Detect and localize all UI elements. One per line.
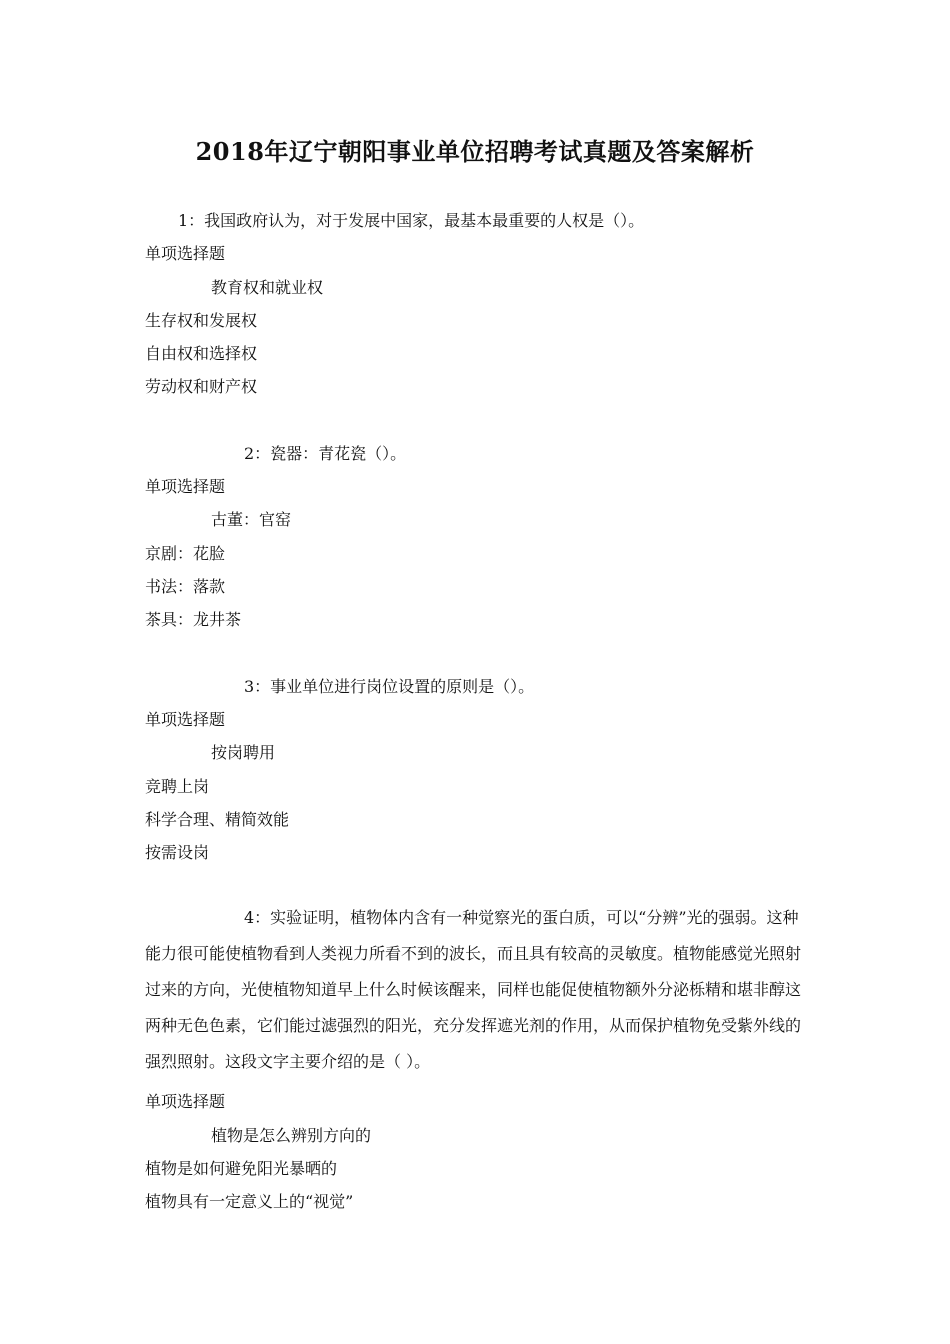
question-2-type: 单项选择题 (145, 477, 226, 496)
question-2-option-b: 京剧：花脸 (145, 544, 226, 563)
question-4-option-a: 植物是怎么辨别方向的 (211, 1126, 372, 1145)
question-4-stem: 4：实验证明，植物体内含有一种觉察光的蛋白质，可以“分辨”光的强弱。这种能力很可能使植物看到人类视力所看不到的波长，而且具有较高的灵敏度。植物能感觉光照射过来的方向，光使植物知道早上什么时候该醒来，同样也能促使植物额外分泌栎精和堪非醇这两种无色色素，它们能过滤强烈的阳光，充分发挥遮光剂的作用，从而保护植物免受紫外线的强烈照射。这段文字主要介绍的是（ ）。 (145, 908, 802, 1071)
question-3-stem: 3：事业单位进行岗位设置的原则是（）。 (244, 677, 535, 696)
question-4-option-c: 植物具有一定意义上的“视觉” (145, 1192, 354, 1211)
question-3-type: 单项选择题 (145, 710, 226, 729)
question-3-option-d: 按需设岗 (145, 843, 210, 862)
question-4-option-b: 植物是如何避免阳光暴晒的 (145, 1159, 338, 1178)
question-1-stem: 1：我国政府认为，对于发展中国家，最基本最重要的人权是（）。 (178, 211, 645, 230)
question-2-stem: 2：瓷器：青花瓷（）。 (244, 444, 407, 463)
question-2-option-a: 古董：官窑 (211, 510, 292, 529)
question-3-option-a: 按岗聘用 (211, 743, 276, 762)
question-1-option-a: 教育权和就业权 (211, 278, 324, 297)
question-4-type: 单项选择题 (145, 1092, 226, 1111)
question-1-option-c: 自由权和选择权 (145, 344, 258, 363)
question-3-option-c: 科学合理、精简效能 (145, 810, 290, 829)
question-3-option-b: 竞聘上岗 (145, 777, 210, 796)
question-1-type: 单项选择题 (145, 244, 226, 263)
question-2-option-d: 茶具：龙井茶 (145, 610, 242, 629)
question-1-option-d: 劳动权和财产权 (145, 377, 258, 396)
document-title: 2018年辽宁朝阳事业单位招聘考试真题及答案解析 (195, 137, 755, 166)
question-1-option-b: 生存权和发展权 (145, 311, 258, 330)
question-2-option-c: 书法：落款 (145, 577, 226, 596)
